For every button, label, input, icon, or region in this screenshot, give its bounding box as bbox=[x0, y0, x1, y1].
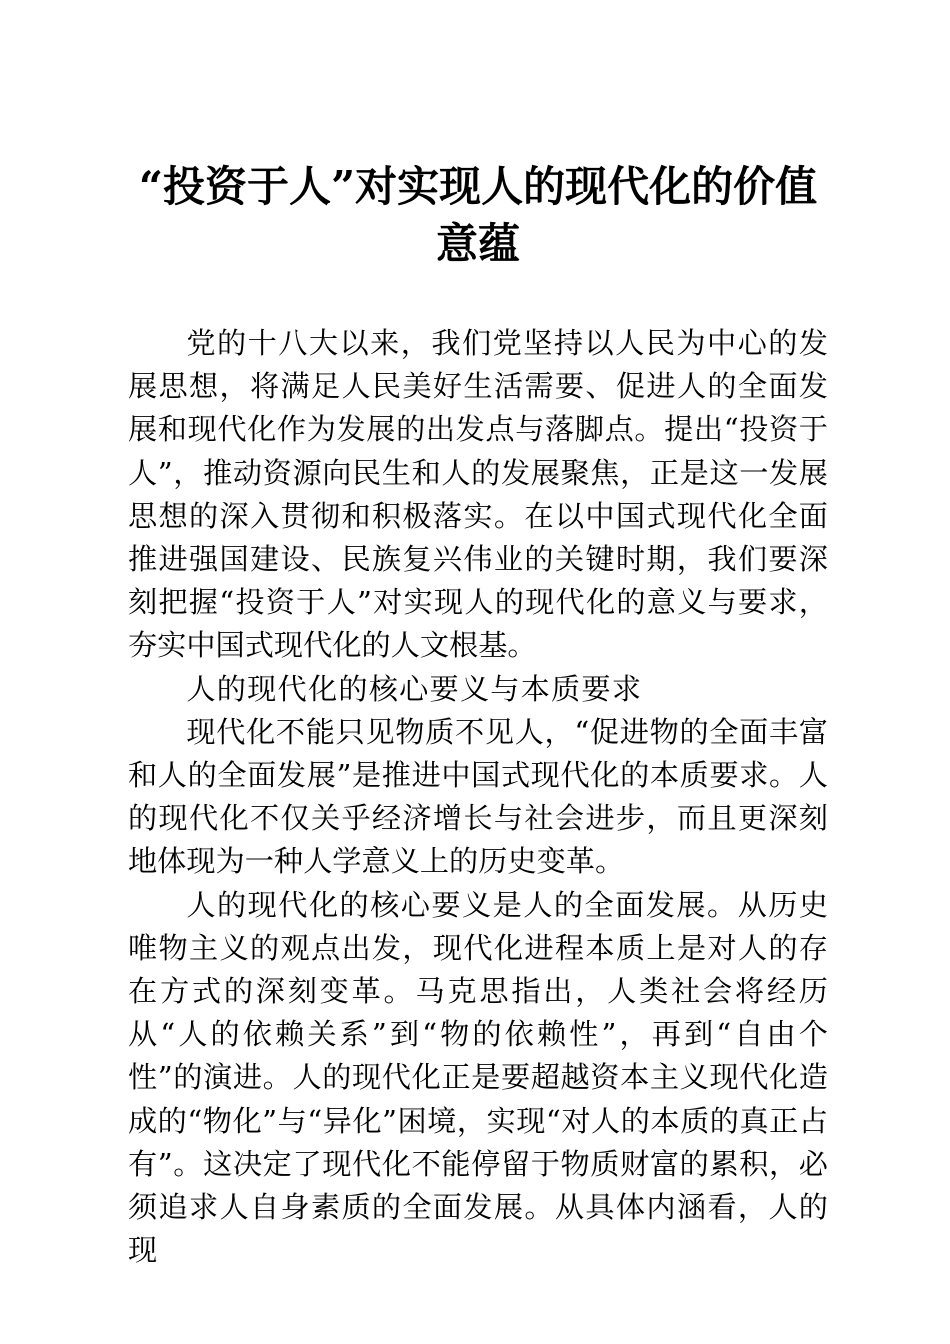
paragraph-1: 党的十八大以来，我们党坚持以人民为中心的发展思想，将满足人民美好生活需要、促进人的全面发展和现代化作为发展的出发点与落脚点。提出“投资于人”，推动资源向民生和人的发展聚焦，正是这一发展思想的深入贯彻和积极落实。在以中国式现代化全面推进强国建设、民族复兴伟业的关键时期，我们要深刻把握“投资于人”对实现人的现代化的意义与要求，夯实中国式现代化的人文根基。 bbox=[128, 326, 828, 663]
section-heading-1: 人的现代化的核心要义与本质要求 bbox=[186, 671, 643, 706]
paragraph-3: 人的现代化的核心要义是人的全面发展。从历史唯物主义的观点出发，现代化进程本质上是对人的存在方式的深刻变革。马克思指出，人类社会将经历从“人的依赖关系”到“物的依赖性”，再到“自由个性”的演进。人的现代化正是要超越资本主义现代化造成的“物化”与“异化”困境，实现“对人的本质的真正占有”。这决定了现代化不能停留于物质财富的累积，必须追求人自身素质的全面发展。从具体内涵看，人的现 bbox=[128, 887, 828, 1268]
page-title-line-2: 意蕴 bbox=[435, 219, 520, 268]
paragraph-2: 现代化不能只见物质不见人，“促进物的全面丰富和人的全面发展”是推进中国式现代化的本质要求。人的现代化不仅关乎经济增长与社会进步，而且更深刻地体现为一种人学意义上的历史变革。 bbox=[128, 714, 828, 879]
page-title-line-1: “投资于人”对实现人的现代化的价值 bbox=[138, 162, 818, 211]
document-body bbox=[128, 322, 828, 1272]
page-title bbox=[128, 158, 828, 272]
